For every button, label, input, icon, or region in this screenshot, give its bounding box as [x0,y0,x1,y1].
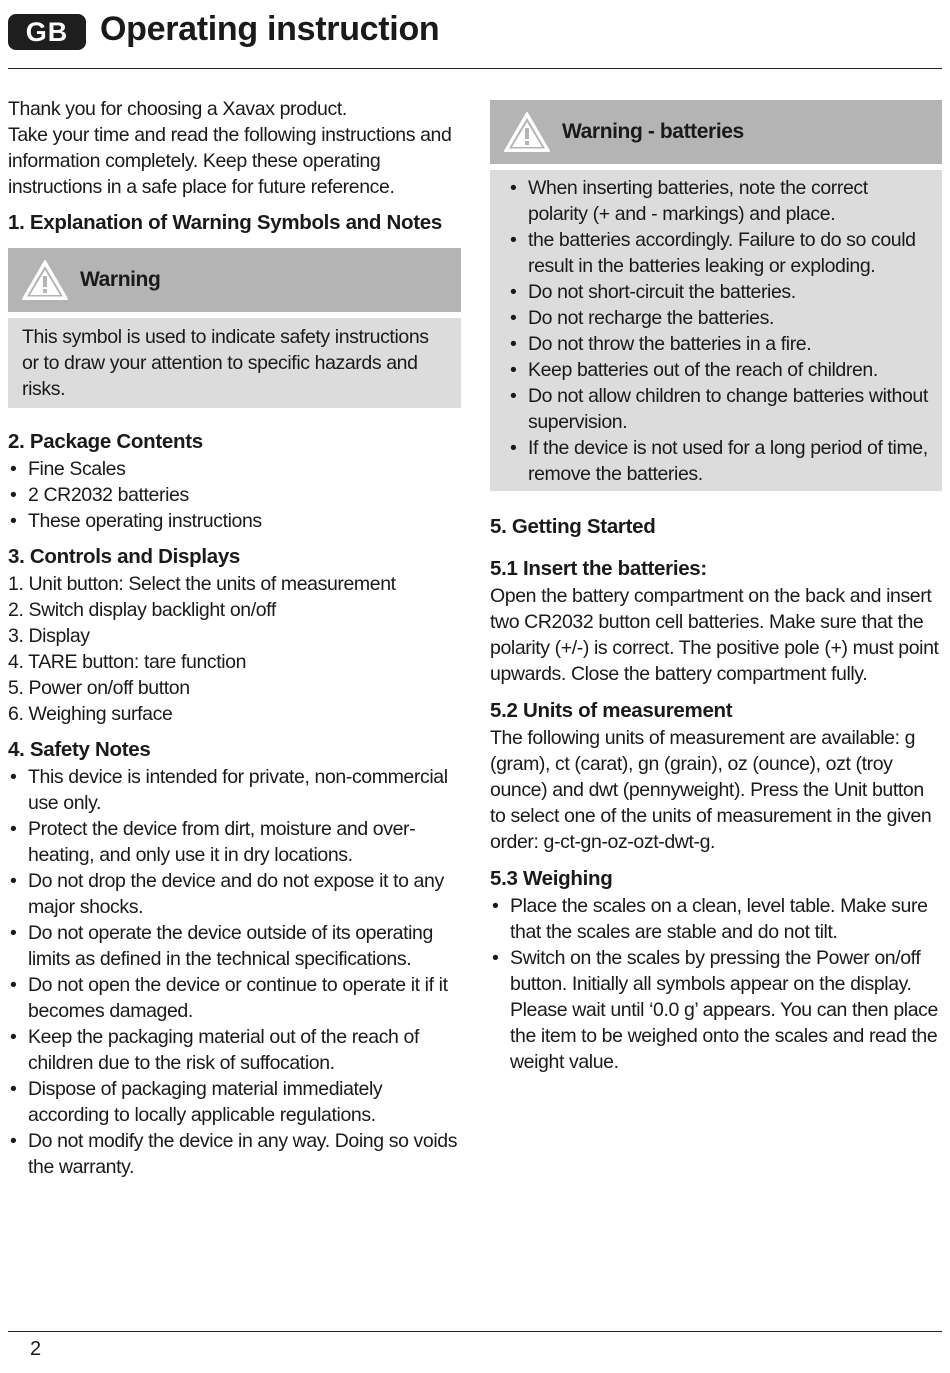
list-item: 2. Switch display backlight on/off [8,599,276,621]
package-contents-list [8,456,461,534]
section-5-1-title: 5.1 Insert the batteries: [490,557,707,580]
list-item: 5. Power on/off button [8,677,190,699]
list-item: • 2 CR2032 batteries [8,482,461,508]
list-item: • Protect the device from dirt, moisture and over-heating, and only use it in dry locations. [8,816,461,868]
battery-warning-label: Warning - batteries [562,120,744,143]
section-5-3-title: 5.3 Weighing [490,867,613,890]
intro-line-2: Take your time and read the following instructions and information completely. Keep these operating instructions in a safe place for future reference. [8,124,452,198]
controls-list [8,571,461,727]
section-3-title: 3. Controls and Displays [8,545,241,568]
list-item: • Place the scales on a clean, level table. Make sure that the scales are stable and do not tilt. [490,893,942,945]
warning-body [8,318,461,408]
list-item: • Do not short-circuit the batteries. [508,279,932,305]
section-1-title: 1. Explanation of Warning Symbols and Notes [8,211,442,234]
footer-rule [8,1331,942,1332]
right-column [490,100,942,1075]
warning-triangle-icon [502,110,552,154]
section-5-title: 5. Getting Started [490,515,656,538]
battery-warning-box [490,100,942,491]
warning-header [8,248,461,312]
list-item: • Do not allow children to change batteries without supervision. [508,383,932,435]
left-column [8,96,461,1180]
list-item: 3. Display [8,625,90,647]
list-item: • Do not recharge the batteries. [508,305,932,331]
page-number: 2 [30,1338,42,1360]
list-item: • Do not drop the device and do not expose it to any major shocks. [8,868,461,920]
section-2-title: 2. Package Contents [8,430,203,453]
battery-warning-body [490,170,942,491]
list-item: 1. Unit button: Select the units of measurement [8,573,396,595]
list-item: • the batteries accordingly. Failure to do so could result in the batteries leaking or exploding. [508,227,932,279]
intro-line-1: Thank you for choosing a Xavax product. [8,98,347,120]
weighing-list [490,893,942,1075]
list-item: • Switch on the scales by pressing the Power on/off button. Initially all symbols appear on the display. Please wait until ‘0.0 g’ appears. You can then place the item to be weighed onto the scales and read the weight value. [490,945,942,1075]
list-item: • These operating instructions [8,508,461,534]
safety-notes-list [8,764,461,1180]
section-5-2-title: 5.2 Units of measurement [490,699,733,722]
list-item: • Do not throw the batteries in a fire. [508,331,932,357]
warning-text: This symbol is used to indicate safety instructions or to draw your attention to specific hazards and risks. [22,326,429,400]
list-item: 6. Weighing surface [8,703,173,725]
section-4-title: 4. Safety Notes [8,738,151,761]
list-item: • Fine Scales [8,456,461,482]
units-text: The following units of measurement are available: g (gram), ct (carat), gn (grain), oz (ounce), ozt (troy ounce) and dwt (pennyweight). Press the Unit button to select one of the units of measurement in the given order: g-ct-gn-oz-ozt-dwt-g. [490,727,932,853]
list-item: • Dispose of packaging material immediately according to locally applicable regulations. [8,1076,461,1128]
list-item: • Keep batteries out of the reach of children. [508,357,932,383]
insert-batteries-text: Open the battery compartment on the back and insert two CR2032 button cell batteries. Make sure that the polarity (+/-) is correct. The positive pole (+) must point upwards. Close the battery compartment fully. [490,585,939,685]
list-item: • Do not open the device or continue to operate it if it becomes damaged. [8,972,461,1024]
list-item: • Keep the packaging material out of the reach of children due to the risk of suffocation. [8,1024,461,1076]
list-item: • If the device is not used for a long period of time, remove the batteries. [508,435,932,487]
list-item: • Do not operate the device outside of its operating limits as defined in the technical specifications. [8,920,461,972]
battery-warnings-list [508,175,932,487]
warning-label: Warning [80,268,161,291]
page-title: Operating instruction [100,10,440,48]
page-header [8,8,942,69]
list-item: • When inserting batteries, note the correct polarity (+ and - markings) and place. [508,175,932,227]
list-item: 4. TARE button: tare function [8,651,247,673]
list-item: • Do not modify the device in any way. Doing so voids the warranty. [8,1128,461,1180]
warning-box [8,248,461,408]
battery-warning-header [490,100,942,164]
warning-triangle-icon [20,258,70,302]
language-badge: GB [8,14,86,50]
list-item: • This device is intended for private, non-commercial use only. [8,764,461,816]
